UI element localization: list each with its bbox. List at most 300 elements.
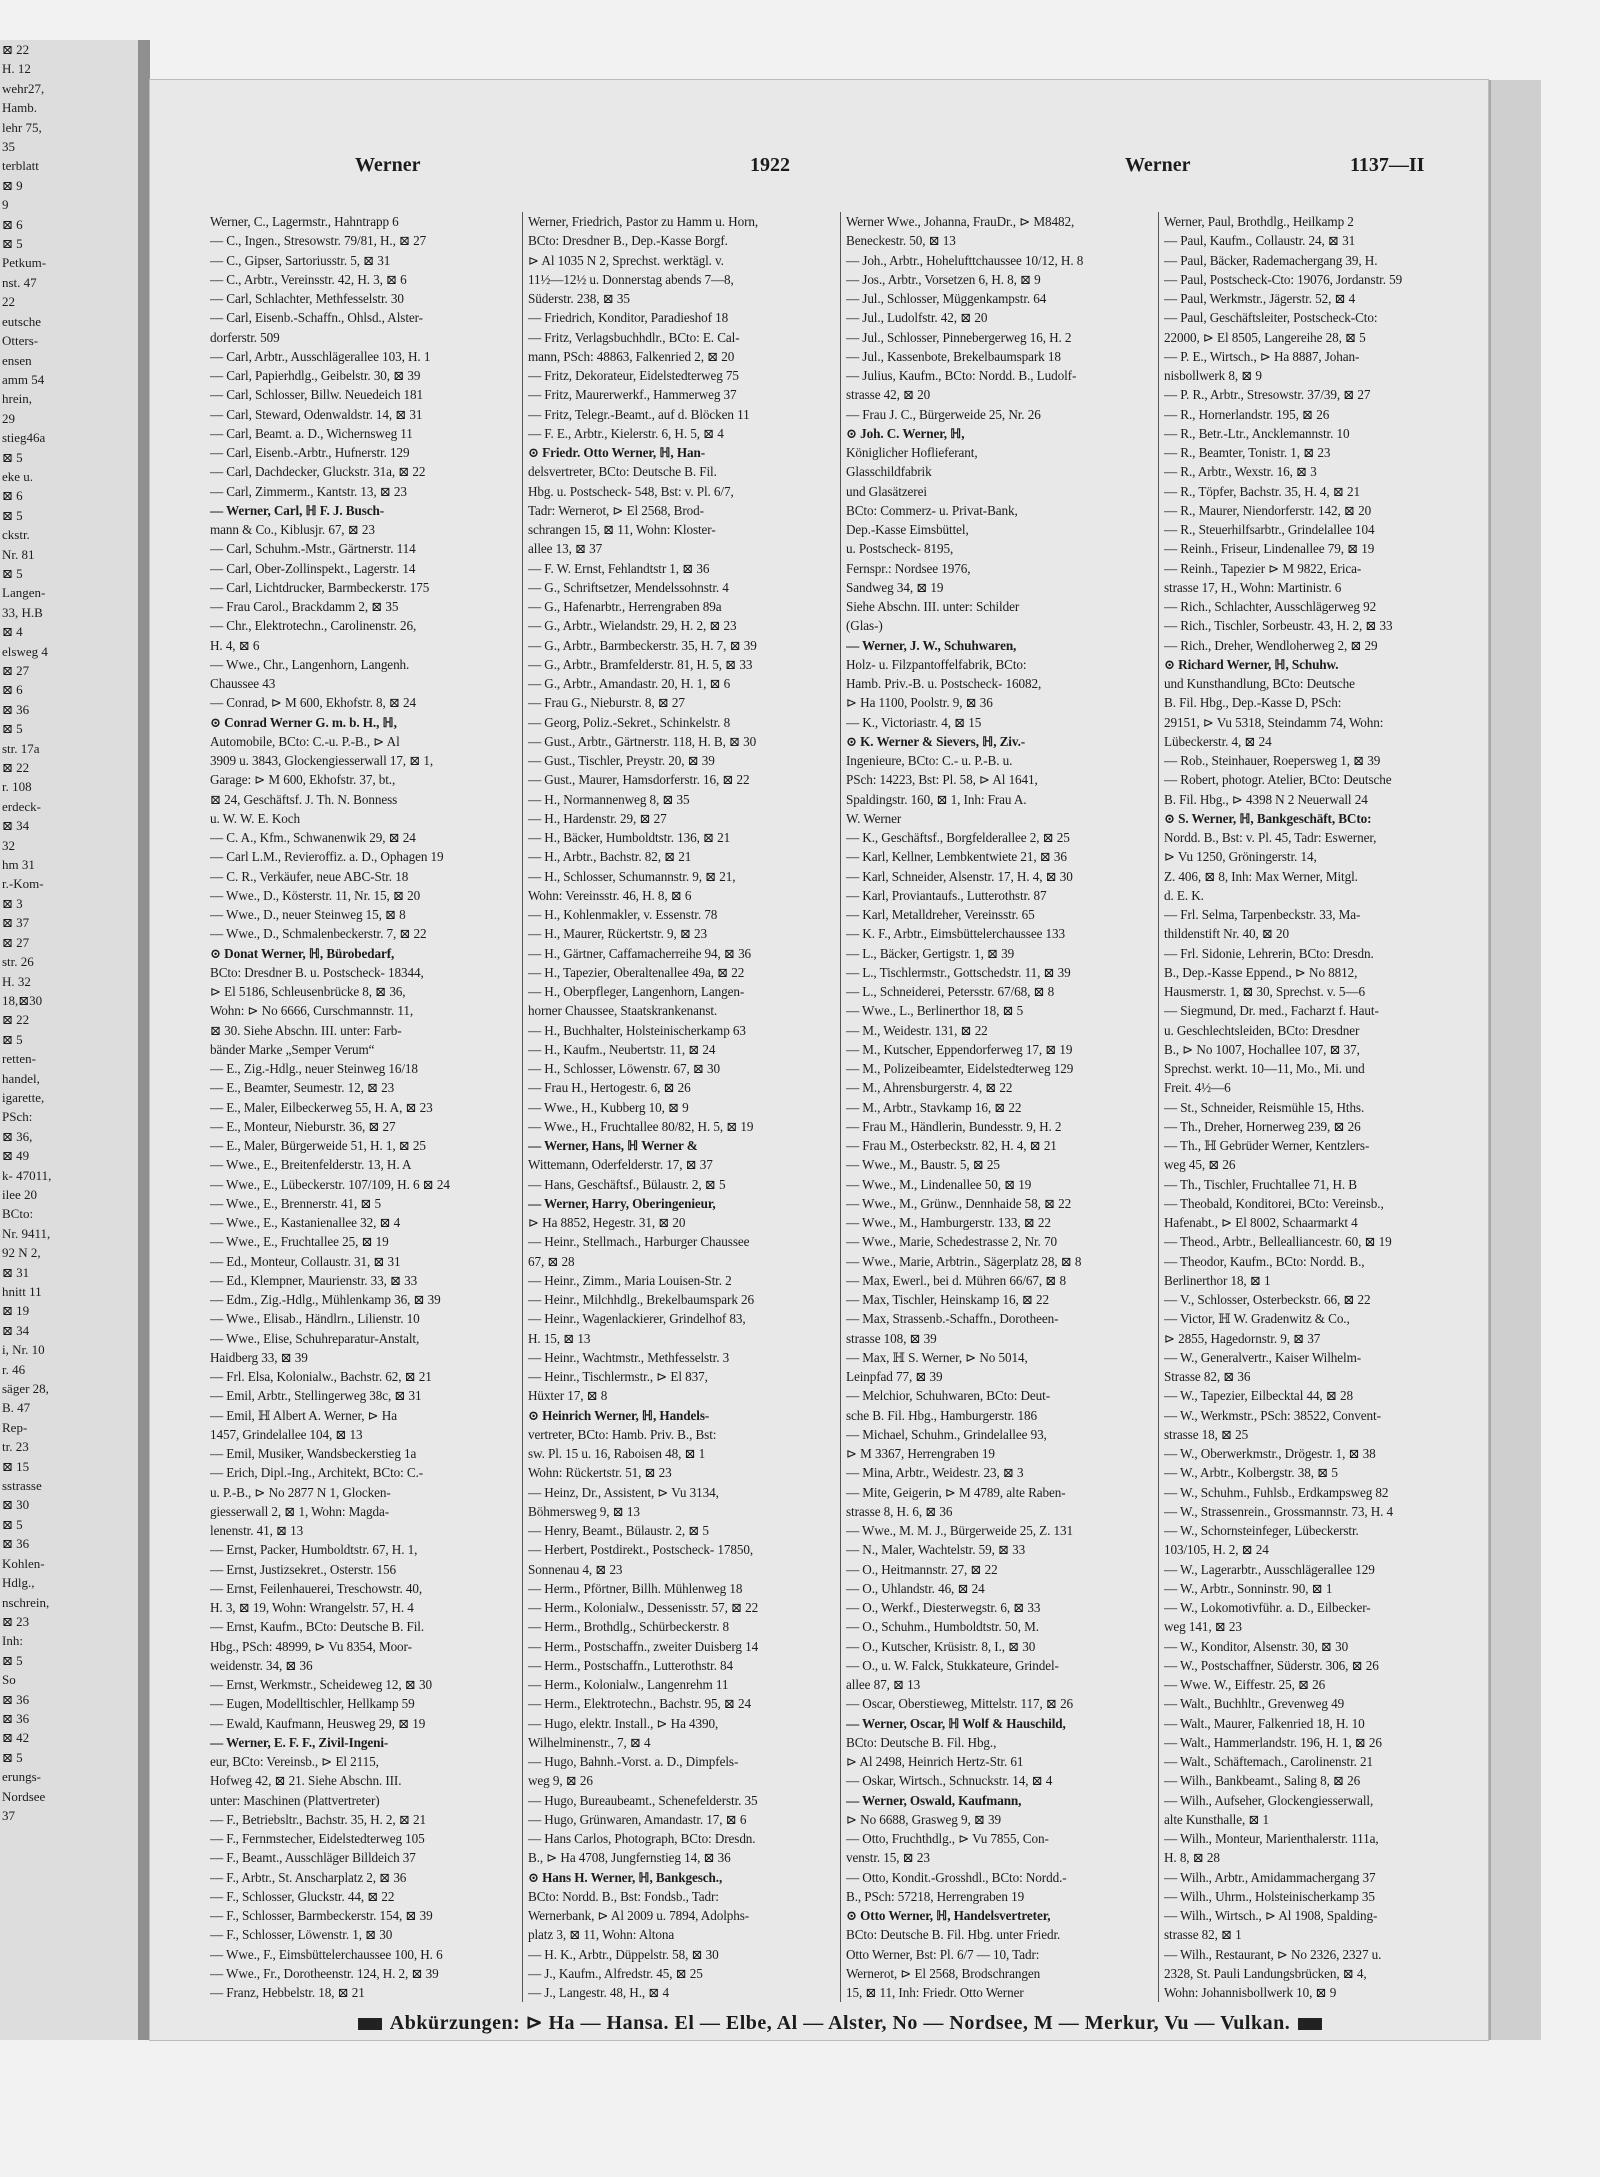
col4-line: — Robert, photogr. Atelier, BCto: Deutsche (1164, 772, 1392, 788)
col3-line: Ingenieure, BCto: C.- u. P.-B. u. (846, 753, 1013, 768)
col4-line: — Walt., Schäftemach., Carolinenstr. 21 (1164, 1754, 1374, 1769)
col2-line: — Heinr., Wagenlackierer, Grindelhof 83, (528, 1311, 746, 1327)
spine-line: ⊠ 30 (2, 1497, 30, 1513)
col2-line: — G., Hafenarbtr., Herrengraben 89a (528, 599, 722, 614)
col3-line: — M., Kutscher, Eppendorferweg 17, ⊠ 19 (846, 1041, 1073, 1057)
col2-line: — J., Langestr. 48, H., ⊠ 4 (528, 1985, 669, 2000)
col2-line: — G., Arbtr., Wielandstr. 29, H. 2, ⊠ 23 (528, 618, 737, 634)
col2-line: — Heinr., Wachtmstr., Methfesselstr. 3 (528, 1349, 730, 1365)
col3-line: — Michael, Schuhm., Grindelallee 93, (846, 1426, 1047, 1442)
col3-line: — Oskar, Wirtsch., Schnuckstr. 14, ⊠ 4 (846, 1773, 1053, 1789)
col2-line: B., ⊳ Ha 4708, Jungfernstieg 14, ⊠ 36 (528, 1850, 731, 1866)
col3-line: ⊳ Ha 1100, Poolstr. 9, ⊠ 36 (846, 695, 993, 711)
spine-line: ⊠ 36 (2, 1691, 30, 1707)
col1-line: 1457, Grindelallee 104, ⊠ 13 (210, 1426, 363, 1442)
col3-line: — Wwe., M. M. J., Bürgerweide 25, Z. 131 (846, 1523, 1074, 1538)
col3-line: — M., Ahrensburgerstr. 4, ⊠ 22 (846, 1080, 1013, 1096)
col3-line: — Frau M., Osterbeckstr. 82, H. 4, ⊠ 21 (846, 1138, 1057, 1153)
col2-line: Böhmersweg 9, ⊠ 13 (528, 1503, 640, 1519)
spine-line: ⊠ 36 (2, 701, 30, 717)
col2-line: 67, ⊠ 28 (528, 1253, 575, 1269)
col4-line: — Walt., Buchhltr., Grevenweg 49 (1164, 1696, 1345, 1712)
spine-line: Hamb. (2, 100, 38, 116)
spine-line: hrein, (2, 391, 32, 407)
col1-line: — Emil, ℍ Albert A. Werner, ⊳ Ha (210, 1407, 397, 1423)
spine-line: Otters- (2, 333, 39, 349)
col1-line: — Carl, Schlachter, Methfesselstr. 30 (210, 291, 404, 306)
col3-line: — L., Tischlermstr., Gottschedstr. 11, ⊠ 39 (846, 964, 1071, 980)
col2-line: — Georg, Poliz.-Sekret., Schinkelstr. 8 (528, 714, 731, 730)
col3-line: — O., Werkf., Diesterwegstr. 6, ⊠ 33 (846, 1600, 1041, 1615)
page-edge (1488, 80, 1541, 2040)
column-divider (840, 212, 841, 2002)
col3-line: — Otto, Fruchthdlg., ⊳ Vu 7855, Con- (846, 1831, 1049, 1846)
column-2 (528, 212, 833, 2002)
page-header (150, 154, 1488, 184)
col2-line: — Heinr., Zimm., Maria Louisen-Str. 2 (528, 1272, 732, 1288)
col2-line: schrangen 15, ⊠ 11, Wohn: Kloster- (528, 522, 716, 537)
col4-line: — R., Betr.-Ltr., Ancklemannstr. 10 (1164, 425, 1350, 441)
spine-line: säger 28, (2, 1381, 49, 1397)
col3-line: — Wwe., Marie, Arbtrin., Sägerplatz 28, ⊠ 8 (846, 1253, 1082, 1269)
spine-line: ⊠ 31 (2, 1264, 30, 1280)
col1-line: — Carl, Lichtdrucker, Barmbeckerstr. 175 (210, 579, 430, 595)
spine-line: ⊠ 27 (2, 663, 30, 678)
col1-line: — Carl L.M., Revieroffiz. a. D., Ophagen 19 (210, 849, 444, 865)
spine-line: ⊠ 5 (2, 721, 23, 737)
col2-line: Wohn: Vereinsstr. 46, H. 8, ⊠ 6 (528, 887, 692, 903)
col3-line: — M., Weidestr. 131, ⊠ 22 (846, 1022, 988, 1038)
spine-line: 18,⊠30 (2, 992, 43, 1008)
col2-line: Süderstr. 238, ⊠ 35 (528, 291, 630, 306)
col2-line: — Fritz, Dekorateur, Eidelstedterweg 75 (528, 368, 739, 383)
col4-line: Hausmerstr. 1, ⊠ 30, Sprechst. v. 5—6 (1164, 984, 1365, 999)
col3-line: — Max, ℍ S. Werner, ⊳ No 5014, (846, 1349, 1028, 1365)
spine-line: 33, H.B (2, 604, 43, 620)
spine-line: eutsche (2, 313, 41, 329)
col1-line: Hbg., PSch: 48999, ⊳ Vu 8354, Moor- (210, 1638, 412, 1654)
spine-line: r.-Kom- (2, 876, 44, 892)
col2-line: — G., Arbtr., Amandastr. 20, H. 1, ⊠ 6 (528, 676, 731, 691)
spine-line: tr. 23 (2, 1439, 29, 1455)
col4-line: — Wwe. W., Eiffestr. 25, ⊠ 26 (1164, 1677, 1326, 1692)
col4-line: weg 141, ⊠ 23 (1164, 1619, 1242, 1635)
spine-line: hm 31 (2, 857, 35, 873)
spine-line: Inh: (2, 1633, 23, 1649)
spine-line: H. 12 (2, 61, 31, 77)
col2-line: Sonnenau 4, ⊠ 23 (528, 1561, 623, 1577)
col4-line: — Wilh., Uhrm., Holsteinischerkamp 35 (1164, 1888, 1375, 1904)
col2-line: — H., Buchhalter, Holsteinischerkamp 63 (528, 1022, 746, 1038)
col3-line: — N., Maler, Wachtelstr. 59, ⊠ 33 (846, 1542, 1026, 1558)
col3-line: — O., Kutscher, Krüsistr. 8, I., ⊠ 30 (846, 1638, 1036, 1654)
col4-line: Nordd. B., Bst: v. Pl. 45, Tadr: Eswerner, (1164, 830, 1377, 845)
col2-line: — Wwe., H., Kubberg 10, ⊠ 9 (528, 1099, 689, 1115)
spine-line: 22 (2, 294, 15, 310)
col1-line: — Emil, Musiker, Wandsbeckerstieg 1a (210, 1446, 417, 1461)
col3-line: PSch: 14223, Bst: Pl. 58, ⊳ Al 1641, (846, 772, 1038, 788)
col2-line: — Hugo, Grünwaren, Amandastr. 17, ⊠ 6 (528, 1811, 747, 1827)
col4-line: — Reinh., Friseur, Lindenallee 79, ⊠ 19 (1164, 541, 1375, 557)
spine-line: ⊠ 19 (2, 1303, 30, 1319)
spine-line: ⊠ 36, (2, 1128, 33, 1144)
col2-line: — Hans, Geschäftsf., Bülaustr. 2, ⊠ 5 (528, 1176, 726, 1192)
col2-line: ⊙ Heinrich Werner, ℍ, Handels- (528, 1407, 710, 1423)
col4-line: ⊙ Richard Werner, ℍ, Schuhw. (1164, 656, 1339, 672)
col3-line: strasse 8, H. 6, ⊠ 36 (846, 1503, 953, 1519)
spine-line: 92 N 2, (2, 1245, 41, 1261)
col3-line: ⊙ Otto Werner, ℍ, Handelsvertreter, (846, 1908, 1051, 1923)
col3-line: — Karl, Metalldreher, Vereinsstr. 65 (846, 907, 1035, 922)
spine-line: ⊠ 34 (2, 1322, 30, 1338)
col4-line: 22000, ⊳ El 8505, Langereihe 28, ⊠ 5 (1164, 329, 1366, 345)
header-left-name: Werner (355, 154, 421, 176)
col1-line: ⊙ Donat Werner, ℍ, Bürobedarf, (210, 945, 395, 961)
col1-line: — Carl, Schuhm.-Mstr., Gärtnerstr. 114 (210, 541, 416, 557)
col2-line: — G., Schriftsetzer, Mendelssohnstr. 4 (528, 579, 729, 595)
col1-line: — Wwe., E., Kastanienallee 32, ⊠ 4 (210, 1215, 401, 1230)
col3-line: 15, ⊠ 11, Inh: Friedr. Otto Werner (846, 1985, 1024, 2000)
col4-line: Sprechst. werkt. 10—11, Mo., Mi. und (1164, 1061, 1365, 1076)
col1-line: — F., Schlosser, Barmbeckerstr. 154, ⊠ 39 (210, 1908, 433, 1923)
col2-line: vertreter, BCto: Hamb. Priv. B., Bst: (528, 1426, 717, 1442)
col3-line: — K. F., Arbtr., Eimsbüttelerchaussee 133 (846, 926, 1065, 942)
col3-line: strasse 108, ⊠ 39 (846, 1330, 937, 1346)
col1-line: weidenstr. 34, ⊠ 36 (210, 1657, 313, 1673)
spine-line: ⊠ 5 (2, 1652, 23, 1668)
col2-line: — F. E., Arbtr., Kielerstr. 6, H. 5, ⊠ 4 (528, 425, 724, 441)
spine-line: ⊠ 36 (2, 1710, 30, 1726)
spine-line: ⊠ 22 (2, 760, 30, 776)
spine-line: ⊠ 3 (2, 895, 23, 911)
col1-line: 3909 u. 3843, Glockengiesserwall 17, ⊠ 1, (210, 753, 434, 768)
col2-line: — F. W. Ernst, Fehlandtstr 1, ⊠ 36 (528, 560, 710, 576)
col2-line: — H., Schlosser, Schumannstr. 9, ⊠ 21, (528, 868, 736, 884)
col2-line: — Gust., Tischler, Preystr. 20, ⊠ 39 (528, 753, 715, 768)
col4-line: — P. E., Wirtsch., ⊳ Ha 8887, Johan- (1164, 348, 1360, 364)
col4-line: — Paul, Postscheck-Cto: 19076, Jordanstr. 59 (1164, 271, 1403, 287)
col3-line: BCto: Deutsche B. Fil. Hbg. unter Friedr. (846, 1927, 1061, 1943)
col3-line: ⊳ M 3367, Herrengraben 19 (846, 1446, 995, 1461)
col2-line: — Herm., Pförtner, Billh. Mühlenweg 18 (528, 1580, 743, 1596)
spine-line: ⊠ 5 (2, 1749, 23, 1765)
col3-line: — Max, Ewerl., bei d. Mühren 66/67, ⊠ 8 (846, 1272, 1066, 1288)
col2-line: — H. K., Arbtr., Düppelstr. 58, ⊠ 30 (528, 1946, 719, 1962)
col1-line: u. P.-B., ⊳ No 2877 N 1, Glocken- (210, 1484, 391, 1500)
col4-line: — W., Lokomotivführ. a. D., Eilbecker- (1164, 1600, 1371, 1615)
col4-line: nisbollwerk 8, ⊠ 9 (1164, 368, 1262, 383)
directory-page (150, 80, 1488, 2040)
col3-line: Fernspr.: Nordsee 1976, (846, 560, 971, 576)
col3-line: Dep.-Kasse Eimsbüttel, (846, 522, 969, 537)
col4-line: und Kunsthandlung, BCto: Deutsche (1164, 676, 1355, 691)
col1-line: — Edm., Zig.-Hdlg., Mühlenkamp 36, ⊠ 39 (210, 1292, 441, 1307)
col2-line: — Frau H., Hertogestr. 6, ⊠ 26 (528, 1080, 691, 1096)
col4-line: — W., Arbtr., Kolbergstr. 38, ⊠ 5 (1164, 1465, 1338, 1481)
col4-line: — R., Töpfer, Bachstr. 35, H. 4, ⊠ 21 (1164, 483, 1360, 499)
col4-line: — V., Schlosser, Osterbeckstr. 66, ⊠ 22 (1164, 1292, 1371, 1307)
col4-line: — W., Konditor, Alsenstr. 30, ⊠ 30 (1164, 1638, 1349, 1654)
spine-line: Rep- (2, 1419, 28, 1435)
spine-line: igarette, (2, 1089, 45, 1105)
spine-line: ⊠ 49 (2, 1148, 30, 1164)
col1-line: BCto: Dresdner B. u. Postscheck- 18344, (210, 964, 424, 980)
col2-line: Werner, Friedrich, Pastor zu Hamm u. Horn, (528, 214, 759, 229)
col1-line: — Ernst, Packer, Humboldtstr. 67, H. 1, (210, 1542, 418, 1558)
spine-line: str. 17a (2, 740, 40, 756)
col2-line: — Gust., Maurer, Hamsdorferstr. 16, ⊠ 22 (528, 772, 750, 788)
spine-line: H. 32 (2, 973, 31, 989)
col2-line: — Frau G., Nieburstr. 8, ⊠ 27 (528, 695, 685, 711)
col2-line: — Heinr., Tischlermstr., ⊳ El 837, (528, 1369, 708, 1384)
col4-line: — Th., Tischler, Fruchtallee 71, H. B (1164, 1176, 1357, 1192)
col4-line: — R., Maurer, Niendorferstr. 142, ⊠ 20 (1164, 502, 1372, 518)
header-year: 1922 (750, 154, 790, 176)
col2-line: — Hugo, elektr. Install., ⊳ Ha 4390, (528, 1715, 719, 1731)
col4-line: Lübeckerstr. 4, ⊠ 24 (1164, 733, 1272, 749)
spine-line: nst. 47 (2, 274, 37, 290)
col2-line: — Heinz, Dr., Assistent, ⊳ Vu 3134, (528, 1484, 719, 1500)
spine-line: ⊠ 5 (2, 565, 23, 581)
col4-line: — P. R., Arbtr., Stresowstr. 37/39, ⊠ 27 (1164, 387, 1371, 403)
col3-line: Sandweg 34, ⊠ 19 (846, 579, 944, 595)
spine-line: ⊠ 6 (2, 488, 23, 504)
col4-line: — Walt., Hammerlandstr. 196, H. 1, ⊠ 26 (1164, 1734, 1382, 1750)
col4-line: Werner, Paul, Brothdlg., Heilkamp 2 (1164, 214, 1354, 229)
col3-line: — Mina, Arbtr., Weidestr. 23, ⊠ 3 (846, 1465, 1024, 1481)
col2-line: — Herm., Kolonialw., Langenrehm 11 (528, 1677, 729, 1692)
col1-line: — Frau Carol., Brackdamm 2, ⊠ 35 (210, 599, 399, 614)
col4-line: B., ⊳ No 1007, Hochallee 107, ⊠ 37, (1164, 1041, 1360, 1057)
spine-line: stieg46a (2, 430, 46, 446)
col3-line: — Max, Tischler, Heinskamp 16, ⊠ 22 (846, 1292, 1049, 1307)
spine-line: k- 47011, (2, 1167, 52, 1183)
col4-line: ⊳ 2855, Hagedornstr. 9, ⊠ 37 (1164, 1330, 1321, 1346)
col1-line: — F., Beamt., Ausschläger Billdeich 37 (210, 1850, 416, 1866)
col2-line: — Friedrich, Konditor, Paradieshof 18 (528, 310, 729, 326)
col3-line: — Wwe., M., Grünw., Dennhaide 58, ⊠ 22 (846, 1195, 1072, 1211)
col4-line: — Walt., Maurer, Falkenried 18, H. 10 (1164, 1715, 1365, 1731)
col3-line: BCto: Deutsche B. Fil. Hbg., (846, 1734, 997, 1750)
ornament-icon (358, 2018, 382, 2030)
spine-line: ckstr. (2, 527, 30, 543)
col3-line: — Wwe., Marie, Schedestrasse 2, Nr. 70 (846, 1234, 1057, 1250)
col2-line: — H., Normannenweg 8, ⊠ 35 (528, 791, 690, 807)
col3-line: — Karl, Proviantaufs., Lutterothstr. 87 (846, 887, 1047, 903)
spine-line: B. 47 (2, 1400, 31, 1416)
col3-line: — Frau M., Händlerin, Bundesstr. 9, H. 2 (846, 1118, 1062, 1134)
col3-line: — O., Uhlandstr. 46, ⊠ 24 (846, 1580, 985, 1596)
col3-line: und Glasätzerei (846, 483, 927, 499)
spine-line: terblatt (2, 158, 39, 174)
col1-line: unter: Maschinen (Plattvertreter) (210, 1792, 380, 1808)
spine-line: Nr. 81 (2, 546, 35, 562)
col1-line: — Ernst, Feilenhauerei, Treschowstr. 40, (210, 1580, 423, 1596)
col1-line: H. 4, ⊠ 6 (210, 637, 260, 653)
col1-line: — Carl, Zimmerm., Kantstr. 13, ⊠ 23 (210, 483, 407, 499)
spine-line: ⊠ 5 (2, 1031, 23, 1047)
spine-line: r. 46 (2, 1361, 26, 1377)
col1-line: — Chr., Elektrotechn., Carolinenstr. 26, (210, 618, 417, 634)
col1-line: — Eugen, Modelltischler, Hellkamp 59 (210, 1696, 415, 1712)
col2-line: — J., Kaufm., Alfredstr. 45, ⊠ 25 (528, 1965, 703, 1981)
col1-line: — F., Schlosser, Gluckstr. 44, ⊠ 22 (210, 1888, 395, 1904)
col2-line: Tadr: Wernerot, ⊳ El 2568, Brod- (528, 502, 704, 518)
col3-line: — Werner, J. W., Schuhwaren, (846, 637, 1017, 653)
col1-line: — F., Arbtr., St. Anscharplatz 2, ⊠ 36 (210, 1869, 407, 1885)
col4-line: — R., Hornerlandstr. 195, ⊠ 26 (1164, 406, 1330, 422)
spine-line: erdeck- (2, 798, 41, 814)
col2-line: Wittemann, Oderfelderstr. 17, ⊠ 37 (528, 1157, 713, 1173)
col4-line: d. E. K. (1164, 887, 1204, 903)
spine-line: hnitt 11 (2, 1284, 42, 1299)
col1-line: — C., Ingen., Stresowstr. 79/81, H., ⊠ 27 (210, 233, 427, 249)
col4-line: — W., Tapezier, Eilbecktal 44, ⊠ 28 (1164, 1388, 1353, 1404)
col4-line: ⊳ Vu 1250, Gröningerstr. 14, (1164, 849, 1317, 865)
col3-line: ⊙ K. Werner & Sievers, ℍ, Ziv.- (846, 733, 1026, 749)
spine-line: 9 (2, 197, 9, 213)
col2-line: platz 3, ⊠ 11, Wohn: Altona (528, 1927, 675, 1943)
spine-line: 29 (2, 410, 15, 426)
col2-line: ⊳ Ha 8852, Hegestr. 31, ⊠ 20 (528, 1215, 686, 1230)
col1-line: lenenstr. 41, ⊠ 13 (210, 1523, 304, 1538)
spine-line: ⊠ 22 (2, 42, 30, 57)
col1-line: Haidberg 33, ⊠ 39 (210, 1349, 308, 1365)
col2-line: — Gust., Arbtr., Gärtnerstr. 118, H. B, ⊠ 30 (528, 733, 757, 749)
spine-line: eke u. (2, 468, 34, 484)
col1-line: — Carl, Steward, Odenwaldstr. 14, ⊠ 31 (210, 406, 423, 422)
spine-line: sstrasse (2, 1478, 42, 1494)
spine-line: ⊠ 22 (2, 1012, 30, 1028)
col2-line: — Herm., Postschaffn., Lutterothstr. 84 (528, 1657, 734, 1673)
spine-line: ⊠ 6 (2, 682, 23, 698)
col4-line: Z. 406, ⊠ 8, Inh: Max Werner, Mitgl. (1164, 868, 1358, 884)
col3-line: Otto Werner, Bst: Pl. 6/7 — 10, Tadr: (846, 1946, 1040, 1962)
column-divider (1158, 212, 1159, 2002)
spine-line: So (2, 1672, 16, 1688)
col1-line: — C. A., Kfm., Schwanenwik 29, ⊠ 24 (210, 830, 416, 845)
col4-line: thildenstift Nr. 40, ⊠ 20 (1164, 926, 1290, 942)
col1-line: ⊙ Conrad Werner G. m. b. H., ℍ, (210, 714, 397, 730)
col4-line: — Victor, ℍ W. Gradenwitz & Co., (1164, 1311, 1350, 1327)
col4-line: — Wilh., Monteur, Marienthalerstr. 111a, (1164, 1831, 1379, 1846)
spine-line: ilee 20 (2, 1186, 38, 1202)
col4-line: strasse 17, H., Wohn: Martinistr. 6 (1164, 579, 1342, 595)
col2-line: ⊙ Hans H. Werner, ℍ, Bankgesch., (528, 1869, 723, 1885)
col3-line: ⊳ Al 2498, Heinrich Hertz-Str. 61 (846, 1754, 1024, 1769)
col1-line: — Wwe., F., Eimsbüttelerchaussee 100, H. 6 (210, 1946, 443, 1962)
col2-line: — H., Gärtner, Caffamacherreihe 94, ⊠ 36 (528, 945, 752, 961)
spine-line: ⊠ 42 (2, 1730, 30, 1746)
spine-line: str. 26 (2, 954, 34, 970)
col3-line: Hamb. Priv.-B. u. Postscheck- 16082, (846, 676, 1042, 691)
col1-line: — Carl, Beamt. a. D., Wichernsweg 11 (210, 425, 413, 441)
col3-line: — K., Geschäftsf., Borgfelderallee 2, ⊠ 25 (846, 830, 1070, 845)
col1-line: H. 3, ⊠ 19, Wohn: Wrangelstr. 57, H. 4 (210, 1600, 414, 1615)
abbreviations-footer (210, 2010, 1470, 2035)
col4-line: — Rich., Tischler, Sorbeustr. 43, H. 2, ⊠ 33 (1164, 618, 1393, 634)
abbreviations-text: Abkürzungen: ⊳ Ha — Hansa. El — Elbe, Al — Alster, No — Nordsee, M — Merkur, Vu — Vulkan. (389, 2012, 1291, 2034)
col4-line: — R., Arbtr., Wexstr. 16, ⊠ 3 (1164, 464, 1317, 480)
spine-line: ⊠ 27 (2, 934, 30, 950)
col4-line: — W., Generalvertr., Kaiser Wilhelm- (1164, 1349, 1362, 1365)
col3-line: sche B. Fil. Hbg., Hamburgerstr. 186 (846, 1407, 1038, 1423)
col3-line: Siehe Abschn. III. unter: Schilder (846, 599, 1020, 614)
col3-line: — Jul., Ludolfstr. 42, ⊠ 20 (846, 310, 988, 326)
col1-line: Werner, C., Lagermstr., Hahntrapp 6 (210, 214, 399, 229)
col1-line: — Erich, Dipl.-Ing., Architekt, BCto: C.- (210, 1465, 424, 1481)
col2-line: — Herm., Postschaffn., zweiter Duisberg 14 (528, 1638, 759, 1654)
col3-line: — Wwe., M., Lindenallee 50, ⊠ 19 (846, 1176, 1032, 1192)
spine-line: ⊠ 37 (2, 915, 30, 931)
col4-line: — W., Arbtr., Sonninstr. 90, ⊠ 1 (1164, 1580, 1333, 1596)
spine-line: retten- (2, 1051, 36, 1067)
col2-line: mann, PSch: 48863, Falkenried 2, ⊠ 20 (528, 348, 735, 364)
col1-line: Garage: ⊳ M 600, Ekhofstr. 37, bt., (210, 772, 396, 788)
col4-line: — W., Schornsteinfeger, Lübeckerstr. (1164, 1523, 1359, 1538)
col3-line: — Karl, Kellner, Lembkentwiete 21, ⊠ 36 (846, 849, 1067, 865)
spine-line: 35 (2, 139, 15, 155)
col3-line: — Frau J. C., Bürgerweide 25, Nr. 26 (846, 406, 1041, 422)
col4-line: ⊙ S. Werner, ℍ, Bankgeschäft, BCto: (1164, 810, 1372, 826)
col2-line: Wilhelminenstr., 7, ⊠ 4 (528, 1734, 651, 1750)
col2-line: ⊙ Friedr. Otto Werner, ℍ, Han- (528, 445, 705, 460)
spine-line: Langen- (2, 585, 46, 601)
col3-line: — Karl, Schneider, Alsenstr. 17, H. 4, ⊠ 30 (846, 868, 1073, 884)
col1-line: Chaussee 43 (210, 676, 276, 691)
col2-line: — Werner, Hans, ℍ Werner & (528, 1138, 698, 1153)
col4-line: alte Kunsthalle, ⊠ 1 (1164, 1811, 1270, 1827)
spine-line: PSch: (2, 1109, 33, 1125)
col3-line: — Julius, Kaufm., BCto: Nordd. B., Ludolf- (846, 368, 1077, 383)
spine-line: Petkum- (2, 255, 47, 271)
col2-line: — Werner, Harry, Oberingenieur, (528, 1195, 716, 1211)
spine-line: elsweg 4 (2, 643, 48, 659)
col3-line: Königlicher Hoflieferant, (846, 445, 978, 460)
col2-line: allee 13, ⊠ 37 (528, 541, 603, 557)
col3-line: — Wwe., M., Baustr. 5, ⊠ 25 (846, 1157, 1000, 1173)
col4-line: Strasse 82, ⊠ 36 (1164, 1369, 1251, 1384)
book-gutter (138, 40, 150, 2040)
col2-line: — H., Kaufm., Neubertstr. 11, ⊠ 24 (528, 1041, 716, 1057)
col1-line: — Carl, Eisenb.-Arbtr., Hufnerstr. 129 (210, 445, 410, 460)
col1-line: — Werner, Carl, ℍ F. J. Busch- (210, 502, 385, 518)
col4-line: — Reinh., Tapezier ⊳ M 9822, Erica- (1164, 560, 1362, 576)
col2-line: sw. Pl. 15 u. 16, Raboisen 48, ⊠ 1 (528, 1446, 706, 1461)
col1-line: — Carl, Arbtr., Ausschlägerallee 103, H. 1 (210, 348, 431, 364)
col4-line: u. Geschlechtsleiden, BCto: Dresdner (1164, 1022, 1360, 1038)
col3-line: — Oscar, Oberstieweg, Mittelstr. 117, ⊠ 26 (846, 1696, 1074, 1712)
col1-line: — Wwe., Elise, Schuhreparatur-Anstalt, (210, 1330, 420, 1346)
col2-line: — Hans Carlos, Photograph, BCto: Dresdn. (528, 1831, 756, 1846)
col1-line: — C., Gipser, Sartoriusstr. 5, ⊠ 31 (210, 252, 391, 268)
spine-line: Kohlen- (2, 1555, 45, 1571)
col1-line: — Wwe., E., Lübeckerstr. 107/109, H. 6 ⊠ 24 (210, 1176, 450, 1192)
col1-line: — F., Betriebsltr., Bachstr. 35, H. 2, ⊠ 21 (210, 1811, 426, 1827)
col2-line: — H., Bäcker, Humboldtstr. 136, ⊠ 21 (528, 830, 731, 845)
col1-line: — E., Maler, Eilbeckerweg 55, H. A, ⊠ 23 (210, 1099, 433, 1115)
col3-line: allee 87, ⊠ 13 (846, 1677, 921, 1692)
col4-line: B. Fil. Hbg., ⊳ 4398 N 2 Neuerwall 24 (1164, 791, 1368, 807)
col4-line: — Theodor, Kaufm., BCto: Nordd. B., (1164, 1253, 1365, 1269)
col4-line: — Theod., Arbtr., Bellealliancestr. 60, ⊠ 19 (1164, 1234, 1392, 1250)
spine-line: ensen (2, 352, 32, 368)
col3-line: — Joh., Arbtr., Hohelufttchaussee 10/12, H. 8 (846, 252, 1084, 268)
col1-line: — Carl, Eisenb.-Schaffn., Ohlsd., Alster- (210, 310, 423, 326)
col4-line: Hafenabt., ⊳ El 8002, Schaarmarkt 4 (1164, 1215, 1358, 1230)
col4-line: — Wilh., Restaurant, ⊳ No 2326, 2327 u. (1164, 1946, 1382, 1962)
col4-line: — Frl. Sidonie, Lehrerin, BCto: Dresdn. (1164, 945, 1374, 961)
